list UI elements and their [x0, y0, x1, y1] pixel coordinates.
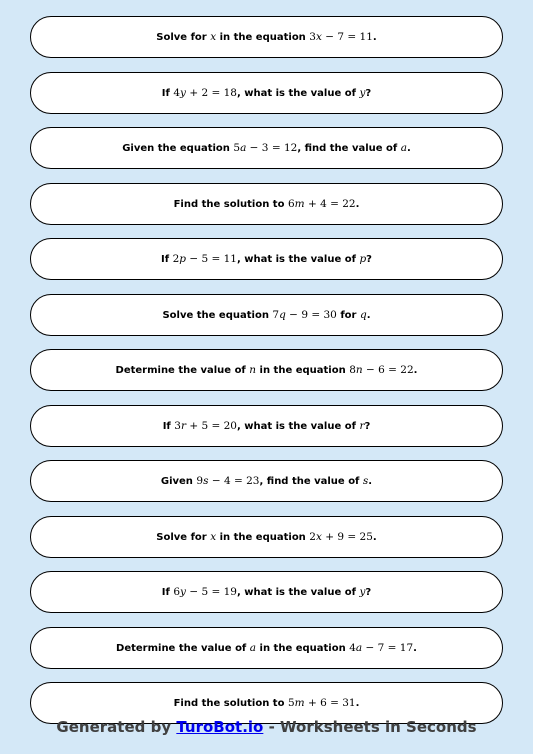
- question-phrase: .: [368, 476, 373, 487]
- question-list: [30, 16, 503, 738]
- footer-prefix: Generated by: [56, 718, 177, 736]
- question-phrase: Solve for: [156, 32, 211, 43]
- question-phrase: ?: [366, 254, 372, 265]
- question-text: [122, 142, 411, 154]
- question-text: [163, 420, 371, 432]
- math-expression: y: [359, 586, 366, 598]
- question-card: [30, 460, 503, 502]
- question-card: [30, 571, 503, 613]
- math-expression: 5m + 6 = 31: [287, 697, 356, 709]
- question-text: [161, 253, 372, 265]
- math-expression: 3x − 7 = 11: [309, 31, 373, 43]
- question-phrase: in the equation: [256, 365, 350, 376]
- math-expression: q: [359, 308, 367, 321]
- question-text: [156, 31, 376, 43]
- question-phrase: .: [366, 309, 371, 321]
- math-expression: 6m + 4 = 22: [287, 197, 356, 210]
- question-phrase: If: [162, 420, 175, 432]
- math-expression: a: [400, 142, 407, 154]
- question-card: [30, 72, 503, 114]
- question-text: [156, 531, 376, 543]
- math-expression: 3r + 5 = 20: [174, 419, 237, 432]
- question-phrase: .: [407, 143, 411, 154]
- question-phrase: .: [413, 365, 418, 376]
- math-expression: 7q − 9 = 30: [272, 308, 337, 321]
- math-expression: x: [210, 31, 217, 43]
- question-phrase: in the equation: [256, 642, 350, 654]
- question-phrase: .: [372, 531, 377, 543]
- question-phrase: .: [413, 642, 417, 654]
- math-expression: 6y − 5 = 19: [173, 586, 237, 598]
- question-phrase: in the equation: [216, 32, 310, 43]
- math-expression: p: [359, 253, 367, 265]
- question-phrase: If: [161, 587, 174, 598]
- math-expression: 8n − 6 = 22: [349, 364, 414, 376]
- question-phrase: , find the value of: [259, 476, 363, 487]
- question-phrase: Solve the equation: [162, 309, 273, 321]
- question-phrase: .: [355, 198, 360, 210]
- question-phrase: Given the equation: [122, 143, 234, 154]
- question-phrase: .: [355, 698, 360, 709]
- math-expression: r: [359, 419, 365, 432]
- question-card: [30, 516, 503, 558]
- question-phrase: , find the value of: [297, 143, 401, 154]
- question-phrase: for: [336, 309, 360, 321]
- question-card: [30, 16, 503, 58]
- math-expression: 9s − 4 = 23: [196, 475, 260, 487]
- question-text: [162, 87, 371, 99]
- math-expression: 4a − 7 = 17: [349, 641, 414, 654]
- question-text: [162, 309, 370, 321]
- math-expression: n: [249, 364, 257, 376]
- question-text: [116, 364, 418, 376]
- footer: [0, 718, 533, 736]
- question-phrase: Determine the value of: [116, 642, 250, 654]
- question-phrase: .: [372, 32, 377, 43]
- math-expression: x: [210, 530, 217, 543]
- turobot-link[interactable]: TuroBot.io: [176, 718, 264, 736]
- question-phrase: , what is the value of: [236, 420, 360, 432]
- question-phrase: in the equation: [216, 531, 310, 543]
- math-expression: y: [359, 86, 366, 99]
- footer-suffix: - Worksheets in Seconds: [263, 718, 477, 736]
- question-card: [30, 183, 503, 225]
- question-phrase: If: [161, 87, 174, 99]
- math-expression: 5a − 3 = 12: [233, 142, 298, 154]
- question-phrase: Find the solution to: [173, 698, 288, 709]
- question-card: [30, 294, 503, 336]
- question-phrase: , what is the value of: [236, 254, 360, 265]
- question-phrase: , what is the value of: [236, 87, 360, 99]
- question-text: [116, 642, 417, 654]
- question-phrase: ?: [364, 420, 371, 432]
- question-text: [174, 198, 360, 210]
- question-card: [30, 349, 503, 391]
- question-text: [174, 697, 360, 709]
- math-expression: s: [362, 475, 369, 487]
- question-phrase: Find the solution to: [173, 198, 288, 210]
- question-card: [30, 127, 503, 169]
- question-text: [162, 586, 371, 598]
- question-phrase: ?: [365, 587, 372, 598]
- question-phrase: Given: [160, 476, 197, 487]
- question-phrase: , what is the value of: [236, 587, 360, 598]
- question-phrase: Determine the value of: [115, 365, 250, 376]
- question-card: [30, 238, 503, 280]
- question-card: [30, 627, 503, 669]
- question-phrase: Solve for: [156, 531, 211, 543]
- math-expression: 2p − 5 = 11: [172, 253, 237, 265]
- math-expression: a: [249, 641, 257, 654]
- question-text: [161, 475, 372, 487]
- question-phrase: ?: [365, 87, 372, 99]
- question-phrase: If: [161, 254, 173, 265]
- question-card: [30, 405, 503, 447]
- math-expression: 2x + 9 = 25: [309, 530, 373, 543]
- math-expression: 4y + 2 = 18: [173, 86, 237, 99]
